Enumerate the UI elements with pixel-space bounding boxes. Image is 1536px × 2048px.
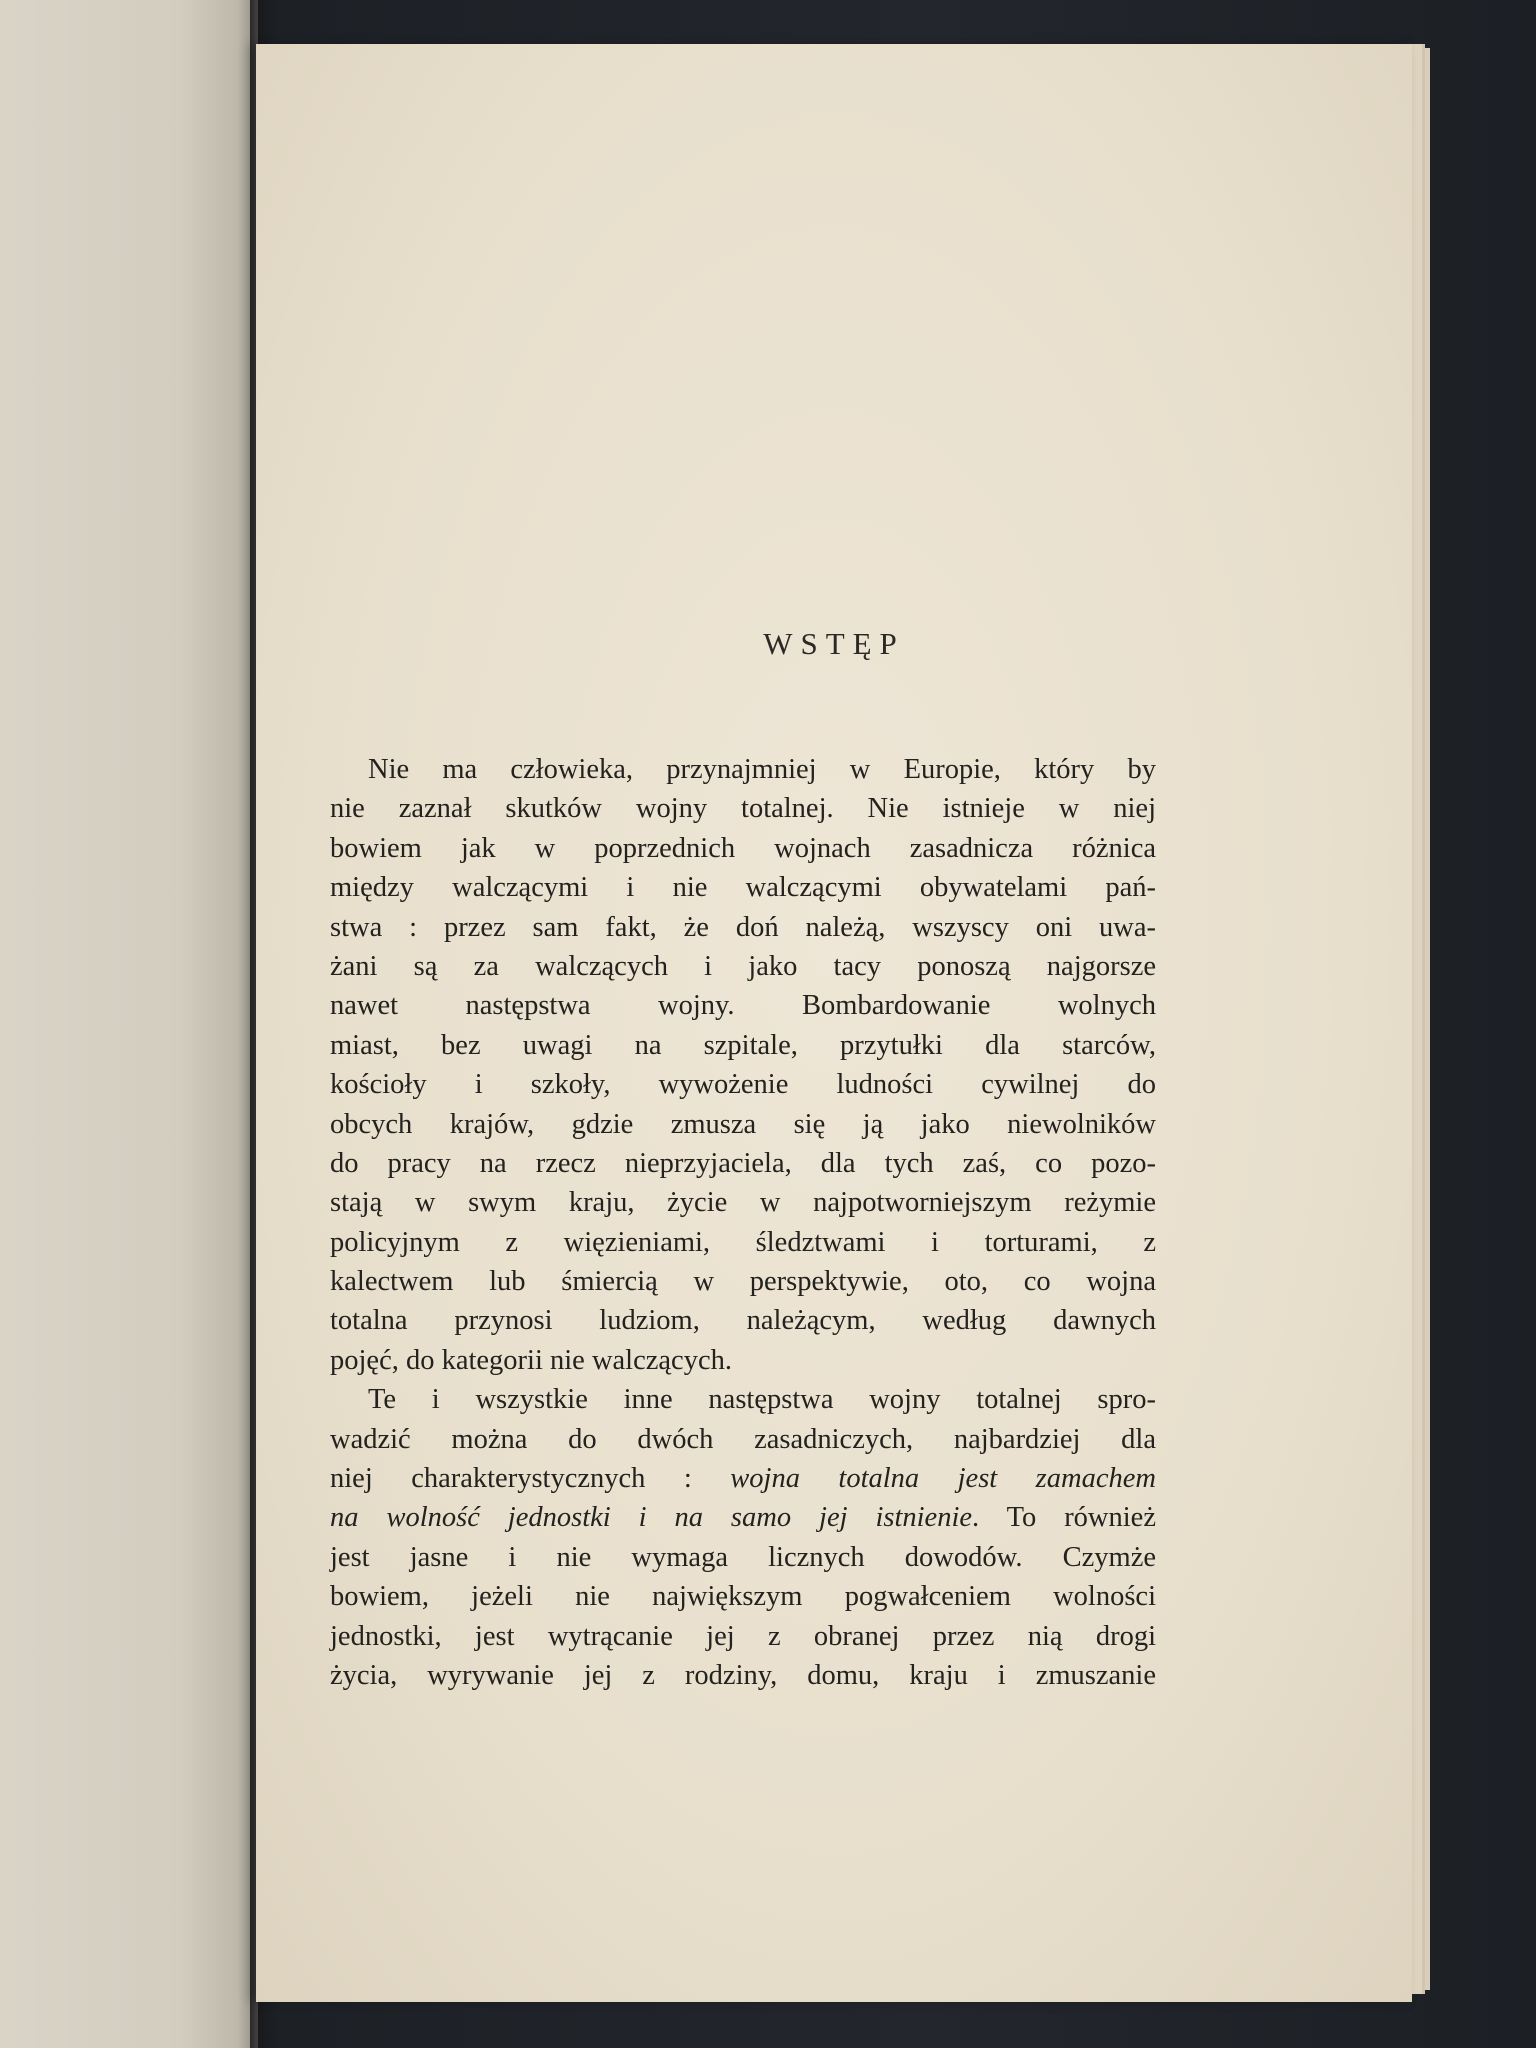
text-run: . To również [972,1502,1156,1534]
text-line: totalna przynosi ludziom, należącym, według dawnych [330,1305,1156,1337]
text-line: życia, wyrywanie jej z rodziny, domu, kraju i zmuszanie [330,1659,1156,1691]
text-line: Te i wszystkie inne następstwa wojny totalnej spro- [368,1384,1156,1416]
text-line: nie zaznał skutków wojny totalnej. Nie istnieje w niej [330,793,1156,825]
text-line: do pracy na rzecz nieprzyjaciela, dla tych zaś, co pozo- [330,1147,1156,1179]
text-run: niej charakterystycznych : [330,1463,731,1495]
text-line: obcych krajów, gdzie zmusza się ją jako niewolników [330,1108,1156,1140]
text-line: jednostki, jest wytrącanie jej z obranej przez nią drogi [330,1620,1156,1652]
text-line: miast, bez uwagi na szpitale, przytułki dla starców, [330,1029,1156,1061]
body-text [330,750,1156,1695]
text-line: między walczącymi i nie walczącymi obywatelami pań- [330,872,1156,904]
text-line: wadzić można do dwóch zasadniczych, najbardziej dla [330,1423,1156,1455]
chapter-heading: WSTĘP [763,626,905,661]
text-line: nawet następstwa wojny. Bombardowanie wolnych [330,990,1156,1022]
text-line: pojęć, do kategorii nie walczących. [330,1344,732,1376]
text-line: policyjnym z więzieniami, śledztwami i torturami, z [330,1226,1156,1258]
text-line: bowiem jak w poprzednich wojnach zasadnicza różnica [330,832,1156,864]
italic-run: na wolność jednostki i na samo jej istnienie [330,1502,973,1534]
text-line: bowiem, jeżeli nie największym pogwałceniem wolności [330,1581,1156,1613]
text-line: jest jasne i nie wymaga licznych dowodów. Czymże [330,1541,1156,1573]
text-line: żani są za walczących i jako tacy ponoszą najgorsze [330,950,1156,982]
text-line: kościoły i szkoły, wywożenie ludności cywilnej do [330,1069,1156,1101]
italic-run: wojna totalna jest zamachem [730,1463,1156,1495]
text-line: stają w swym kraju, życie w najpotworniejszym reżymie [330,1187,1156,1219]
text-line: stwa : przez sam fakt, że doń należą, wszyscy oni uwa- [330,911,1156,943]
text-line: Nie ma człowieka, przynajmniej w Europie, który by [368,754,1156,785]
text-line-mixed [330,1459,1156,1498]
left-page [0,0,258,2048]
text-line: kalectwem lub śmiercią w perspektywie, oto, co wojna [330,1266,1156,1298]
text-line-mixed [330,1498,1156,1537]
